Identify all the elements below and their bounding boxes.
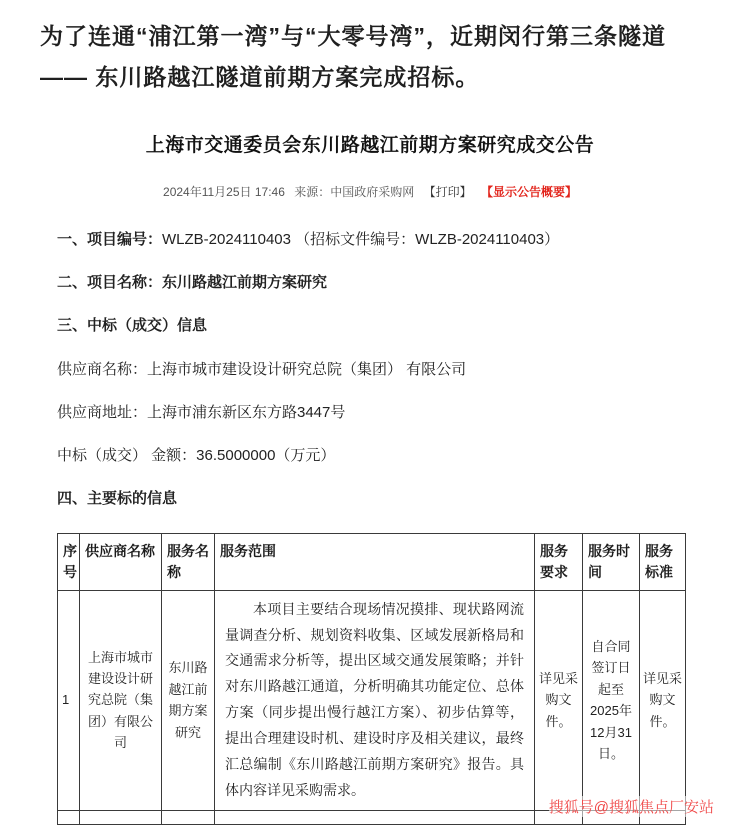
table-row	[58, 590, 686, 810]
award-info-heading: 三、中标（成交）信息	[57, 317, 208, 335]
header-service-scope: 服务范围	[215, 533, 535, 590]
header-service-requirement: 服务要求	[535, 533, 583, 590]
supplier-address-line: 供应商地址：上海市浦东新区东方路3447号	[57, 403, 346, 421]
cell-no: 1	[58, 590, 80, 810]
cell-supplier: 上海市城市建设设计研究总院（集团）有限公司	[80, 590, 162, 810]
project-number-value: WLZB-2024110403 （招标文件编号：WLZB-2024110403）	[162, 230, 560, 248]
announcement-body	[57, 230, 683, 825]
source-label: 来源：中国政府采购网	[294, 184, 415, 199]
publish-datetime: 2024年11月25日 17:46	[163, 184, 285, 199]
cell-service-standard: 详见采购文件。	[640, 590, 686, 810]
project-name-label: 二、项目名称：	[57, 274, 163, 292]
table-header-row	[58, 533, 686, 590]
print-button[interactable]: 【打印】	[423, 184, 472, 199]
cell-service-scope	[215, 590, 535, 810]
sohu-watermark: 搜狐号@搜狐焦点厂安站	[549, 796, 714, 817]
announcement-title: 上海市交通委员会东川路越江前期方案研究成交公告	[145, 134, 595, 156]
supplier-name-line: 供应商名称：上海市城市建设设计研究总院（集团） 有限公司	[57, 360, 467, 378]
header-service-name: 服务名称	[162, 533, 215, 590]
cell-service-name: 东川路越江前期方案研究	[162, 590, 215, 810]
intro-paragraph: 为了连通“浦江第一湾”与“大零号湾”，近期闵行第三条隧道 —— 东川路越江隧道前期方案完成招标。	[40, 23, 666, 90]
section-project-number	[57, 230, 683, 250]
service-scope-text: 本项目主要结合现场情况摸排、现状路网流量调查分析、规划资料收集、区域发展新格局和交通需求分析等，提出区域交通发展策略；并针对东川路越江通道，分析明确其功能定位、总体方案（同步提出慢行越江方案）、初步估算等，提出合理建设时机、建设时序及相关建议，最终汇总编制《东川路越江前期方案研究》报告。具体内容详见采购需求。	[225, 600, 524, 798]
cell-service-time: 自合同签订日起至2025年12月31日。	[583, 590, 640, 810]
show-summary-button[interactable]: 【显示公告概要】	[480, 184, 577, 199]
main-subject-heading: 四、主要标的信息	[57, 490, 178, 508]
project-name-value: 东川路越江前期方案研究	[162, 274, 328, 292]
header-supplier: 供应商名称	[80, 533, 162, 590]
project-number-label: 一、项目编号：	[57, 230, 163, 248]
section-award-info-heading	[57, 316, 683, 336]
empty-cell	[80, 810, 162, 824]
section-project-name	[57, 273, 683, 293]
cell-service-requirement: 详见采购文件。	[535, 590, 583, 810]
empty-cell	[215, 810, 535, 824]
header-service-standard: 服务标准	[640, 533, 686, 590]
header-service-time: 服务时间	[583, 533, 640, 590]
empty-cell	[58, 810, 80, 824]
award-table	[57, 533, 686, 825]
meta-line	[0, 183, 740, 200]
empty-cell	[162, 810, 215, 824]
award-amount-line: 中标（成交） 金额：36.5000000（万元）	[57, 447, 336, 465]
header-no: 序号	[58, 533, 80, 590]
section-main-subject-heading	[57, 489, 683, 509]
